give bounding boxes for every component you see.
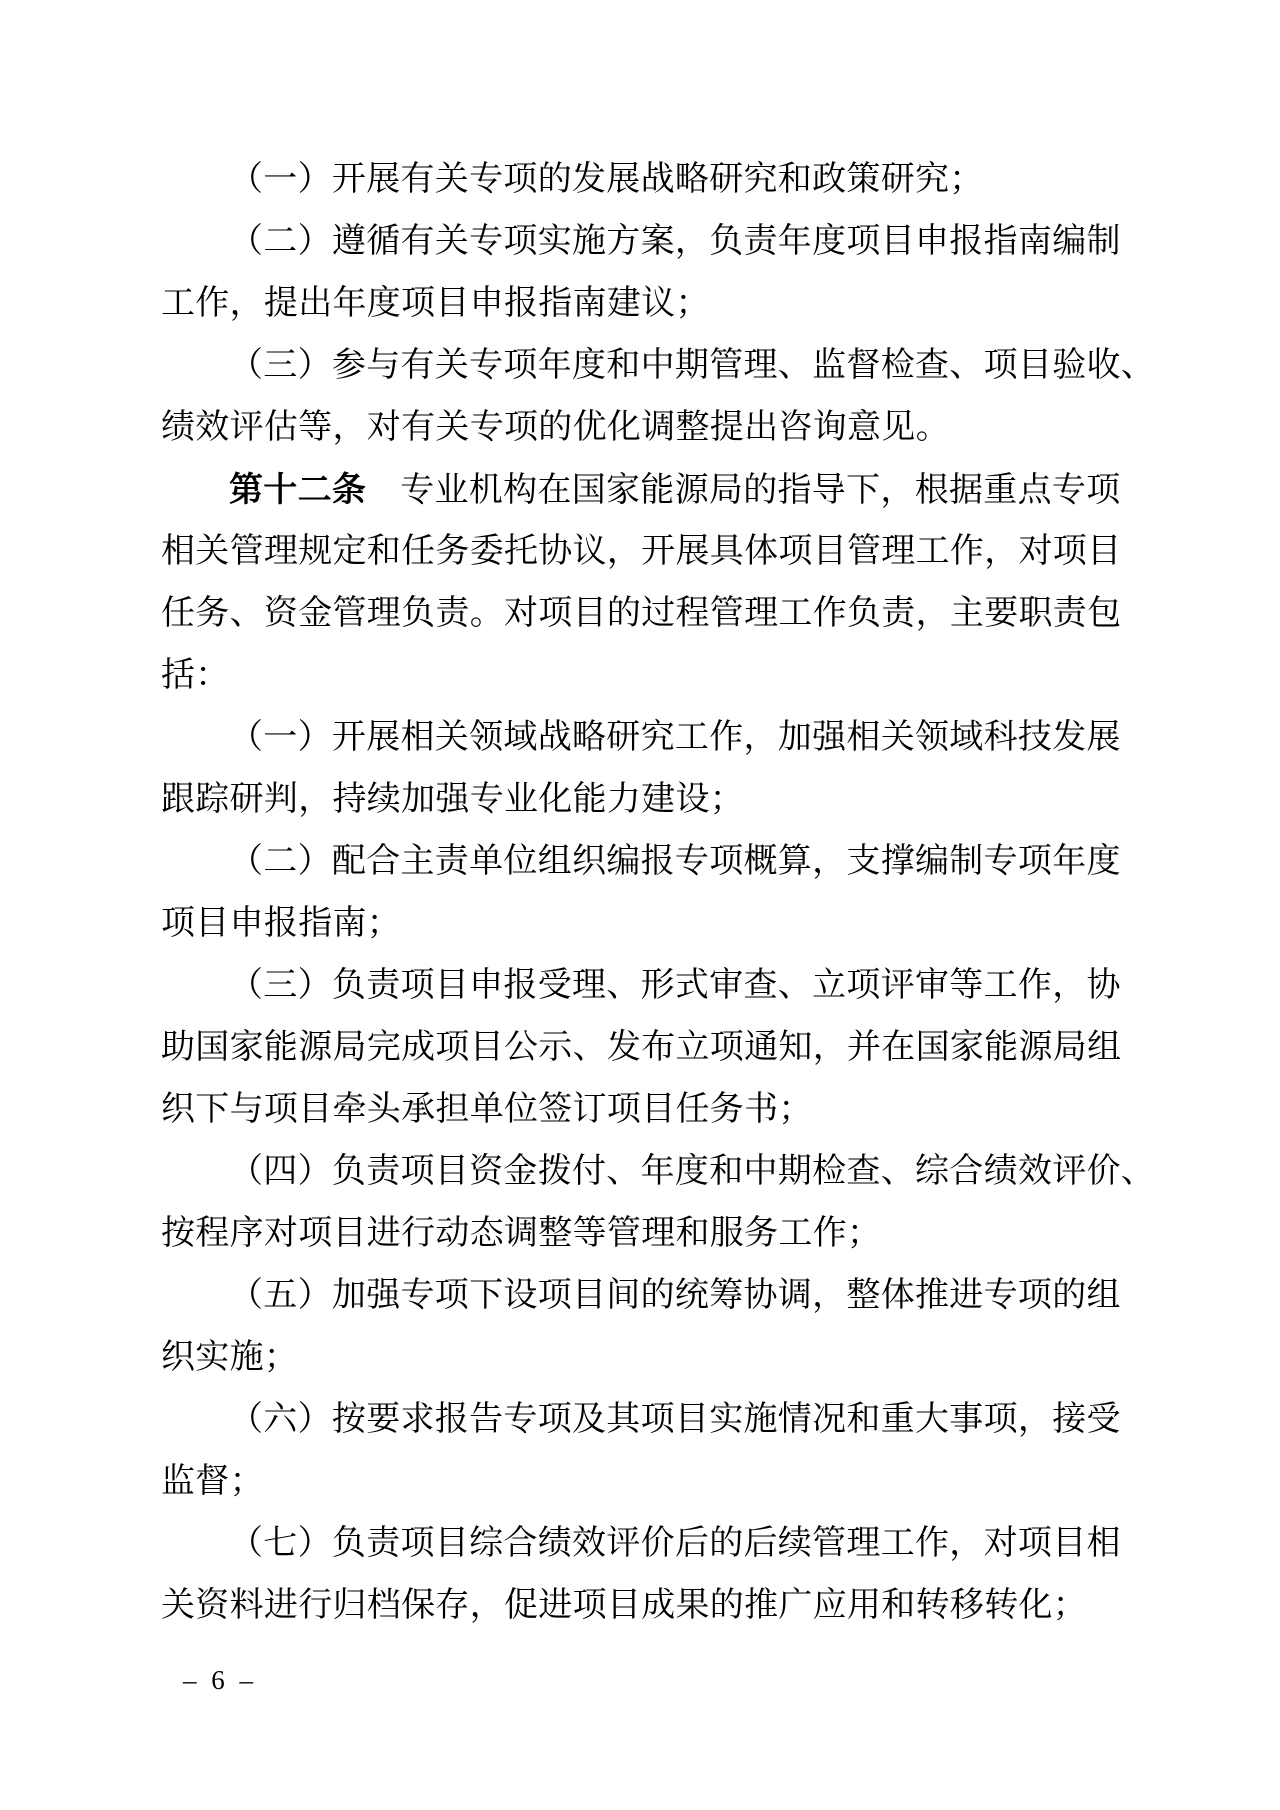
doc-line-text: 按程序对项目进行动态调整等管理和服务工作； xyxy=(161,1215,882,1252)
doc-line-text: 跟踪研判，持续加强专业化能力建设； xyxy=(161,781,745,818)
doc-line-text: （一）开展有关专项的发展战略研究和政策研究； xyxy=(229,161,984,198)
doc-line xyxy=(161,707,1126,769)
doc-line xyxy=(161,1513,1126,1575)
doc-line xyxy=(161,521,1126,583)
doc-line-text: 监督； xyxy=(161,1463,264,1500)
doc-line xyxy=(161,893,1126,955)
doc-line xyxy=(161,1079,1126,1141)
doc-line-text: 织实施； xyxy=(161,1339,299,1376)
doc-line xyxy=(161,831,1126,893)
document-text-block xyxy=(161,149,1156,1637)
doc-line xyxy=(161,1575,1126,1637)
doc-line xyxy=(161,1017,1126,1079)
doc-line xyxy=(161,645,1126,707)
doc-line xyxy=(161,149,1126,211)
doc-line-text: 专业机构在国家能源局的指导下，根据重点专项 xyxy=(400,472,1121,509)
doc-line xyxy=(161,1141,1156,1203)
doc-line-article-heading xyxy=(161,459,1126,521)
doc-line-text: 织下与项目牵头承担单位签订项目任务书； xyxy=(161,1091,813,1128)
doc-line-text: （七）负责项目综合绩效评价后的后续管理工作，对项目相 xyxy=(229,1525,1121,1562)
doc-line-text: （四）负责项目资金拨付、年度和中期检查、综合绩效评价、 xyxy=(229,1153,1156,1190)
doc-line xyxy=(161,769,1126,831)
doc-line xyxy=(161,1451,1126,1513)
doc-line-text: （五）加强专项下设项目间的统筹协调，整体推进专项的组 xyxy=(229,1277,1121,1314)
doc-line xyxy=(161,1389,1126,1451)
doc-line xyxy=(161,397,1126,459)
doc-line xyxy=(161,1203,1126,1265)
doc-line xyxy=(161,1265,1126,1327)
doc-line-text: （六）按要求报告专项及其项目实施情况和重大事项，接受 xyxy=(229,1401,1121,1438)
doc-line-text: 关资料进行归档保存，促进项目成果的推广应用和转移转化； xyxy=(161,1587,1088,1624)
doc-line-text: （一）开展相关领域战略研究工作，加强相关领域科技发展 xyxy=(229,719,1121,756)
doc-line-text: 助国家能源局完成项目公示、发布立项通知，并在国家能源局组 xyxy=(161,1029,1122,1066)
page-number: – 6 – xyxy=(183,1665,257,1695)
doc-line xyxy=(161,211,1126,273)
doc-line-text: （二）遵循有关专项实施方案，负责年度项目申报指南编制 xyxy=(229,223,1121,260)
doc-line-text: 项目申报指南； xyxy=(161,905,402,942)
doc-line xyxy=(161,955,1126,1017)
doc-line xyxy=(161,273,1126,335)
doc-line xyxy=(161,335,1156,397)
doc-line-text: （三）负责项目申报受理、形式审查、立项评审等工作，协 xyxy=(229,967,1121,1004)
article-number-label: 第十二条 xyxy=(229,471,367,509)
doc-line xyxy=(161,583,1126,645)
doc-line xyxy=(161,1327,1126,1389)
doc-line-text: 相关管理规定和任务委托协议，开展具体项目管理工作，对项目 xyxy=(161,533,1122,570)
doc-line-text: 绩效评估等，对有关专项的优化调整提出咨询意见。 xyxy=(161,409,950,446)
doc-line-text: 任务、资金管理负责。对项目的过程管理工作负责，主要职责包 xyxy=(161,595,1122,632)
doc-line-text: 括： xyxy=(161,657,230,694)
doc-line-text: （二）配合主责单位组织编报专项概算，支撑编制专项年度 xyxy=(229,843,1121,880)
doc-line-text: （三）参与有关专项年度和中期管理、监督检查、项目验收、 xyxy=(229,347,1156,384)
doc-line-text: 工作，提出年度项目申报指南建议； xyxy=(161,285,710,322)
